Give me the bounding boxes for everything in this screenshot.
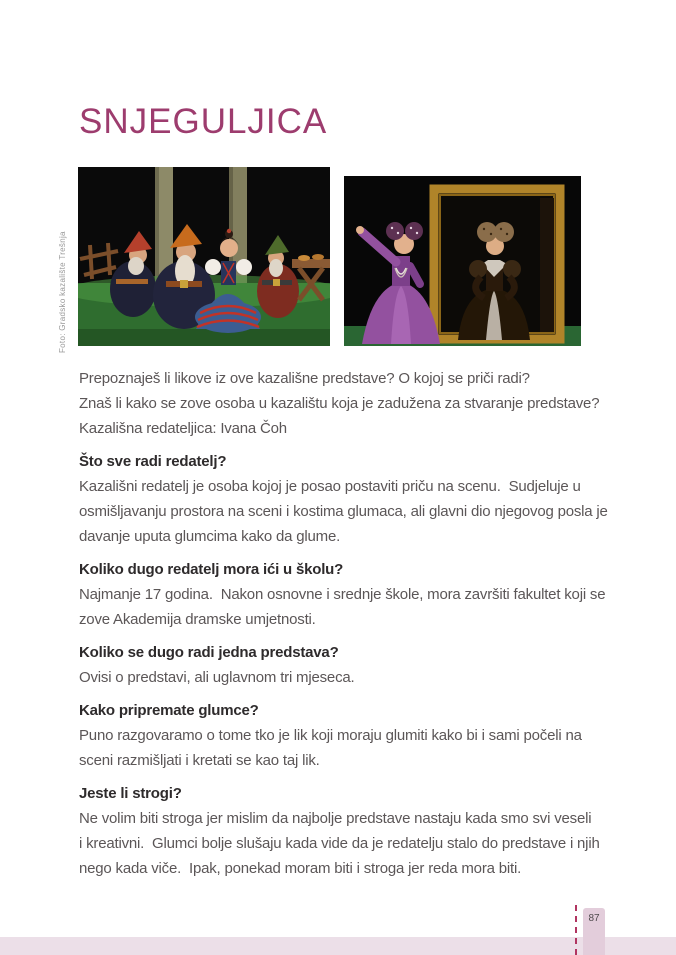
qa-section	[79, 781, 619, 881]
qa-answer-line: i kreativni. Glumci bolje slušaju kada vide da je redatelju stalo do predstave i njih	[79, 835, 600, 852]
page-number: 87	[588, 913, 600, 924]
page-number-tab	[583, 908, 605, 955]
qa-question: Jeste li strogi?	[79, 785, 182, 802]
photo-snow-white-and-dwarfs	[78, 167, 330, 346]
qa-answer-line: osmišljavanju prostora na sceni i kostima glumaca, ali glavni dio njegovog posla je	[79, 503, 608, 520]
qa-section	[79, 698, 619, 773]
qa-question: Što sve radi redatelj?	[79, 453, 227, 470]
intro-line: Kazališna redateljica: Ivana Čoh	[79, 420, 287, 437]
qa-answer-line: Kazališni redatelj je osoba kojoj je posao postaviti priču na scenu. Sudjeluje u	[79, 478, 581, 495]
qa-answer-line: Najmanje 17 godina. Nakon osnovne i srednje škole, mora završiti fakultet koji se	[79, 586, 606, 603]
qa-answer-line: davanje uputa glumcima kako da glume.	[79, 528, 341, 545]
qa-question: Koliko dugo redatelj mora ići u školu?	[79, 561, 344, 578]
qa-question: Koliko se dugo radi jedna predstava?	[79, 644, 339, 661]
intro-line: Prepoznaješ li likove iz ove kazališne predstave? O kojoj se priči radi?	[79, 370, 530, 387]
qa-answer-line: Ne volim biti stroga jer mislim da najbolje predstave nastaju kada smo svi veseli	[79, 810, 592, 827]
qa-answer-line: Ovisi o predstavi, ali uglavnom tri mjeseca.	[79, 669, 355, 686]
qa-answer-line: zove Akademija dramske umjetnosti.	[79, 611, 316, 628]
page-title: SNJEGULJICA	[79, 102, 328, 141]
qa-section	[79, 640, 619, 690]
qa-question: Kako pripremate glumce?	[79, 702, 259, 719]
article-body	[79, 357, 619, 881]
qa-answer-line: sceni razmišljati i kretati se kao taj lik.	[79, 752, 320, 769]
dashed-divider-line	[575, 905, 577, 955]
intro-line: Znaš li kako se zove osoba u kazalištu koja je zadužena za stvaranje predstave?	[79, 395, 600, 412]
intro-paragraph	[79, 357, 619, 441]
photo-credit: Foto: Gradsko kazalište Trešnja	[58, 231, 67, 353]
qa-answer-line: Puno razgovaramo o tome tko je lik koji moraju glumiti kako bi i sami počeli na	[79, 727, 582, 744]
photo-evil-queen-and-mirror	[344, 176, 581, 346]
qa-section	[79, 449, 619, 549]
qa-answer-line: nego kada viče. Ipak, ponekad moram biti i stroga jer reda mora biti.	[79, 860, 522, 877]
qa-section	[79, 557, 619, 632]
